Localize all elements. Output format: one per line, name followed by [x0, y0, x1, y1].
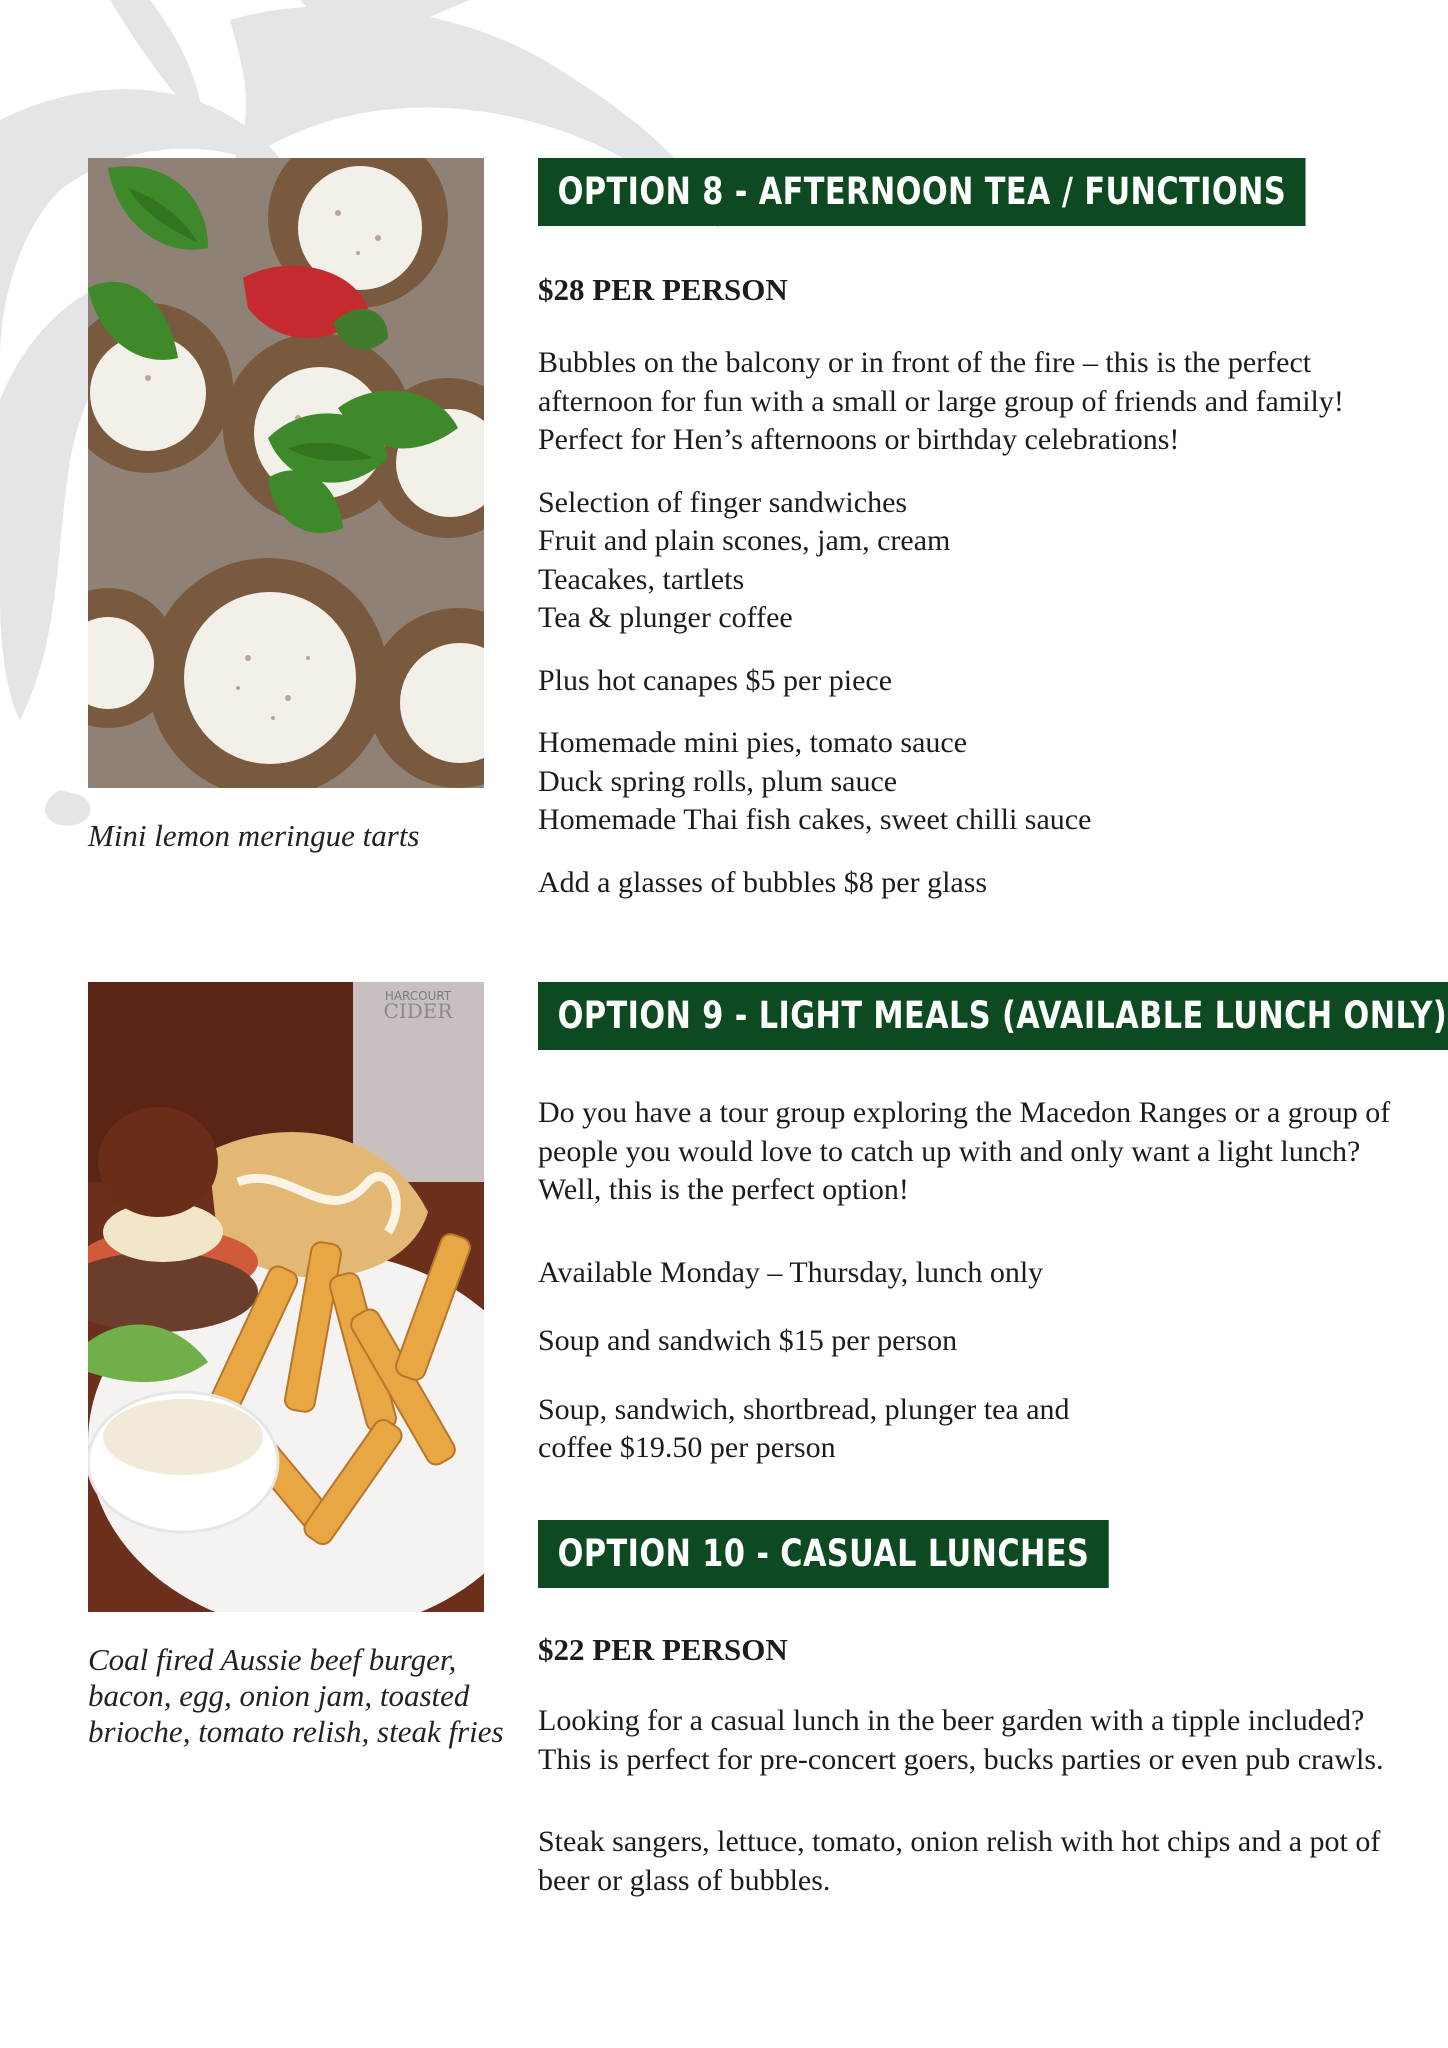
- section-option-9: [538, 982, 1448, 1468]
- option-10-price: $22 PER PERSON: [538, 1632, 788, 1667]
- option-8-canapes-note: Plus hot canapes $5 per piece: [538, 663, 893, 697]
- menu-item: Tea & plunger coffee: [538, 601, 793, 634]
- option-9-heading: OPTION 9 - LIGHT MEALS (AVAILABLE LUNCH ONLY): [538, 982, 1448, 1050]
- option-10-intro: Looking for a casual lunch in the beer garden with a tipple included? This is perfect for pre-concert goers, bucks parties or even pub crawls.: [538, 1704, 1384, 1776]
- photo-beef-burger: [88, 982, 484, 1612]
- caption-line: bacon, egg, onion jam, toasted: [88, 1678, 470, 1713]
- option-9-offer-soup-sandwich: Soup and sandwich $15 per person: [538, 1324, 958, 1357]
- canape-item: Duck spring rolls, plum sauce: [538, 764, 898, 798]
- menu-item: Fruit and plain scones, jam, cream: [538, 524, 951, 557]
- menu-item: Selection of finger sandwiches: [538, 485, 908, 519]
- option-8-intro: Bubbles on the balcony or in front of the fire – this is the perfect afternoon for fun with a small or large group of friends and family! Perfect for Hen’s afternoons or birthday celebrations!: [538, 346, 1344, 456]
- photo-caption-tarts: Mini lemon meringue tarts: [88, 818, 420, 853]
- section-option-8: [538, 158, 1398, 902]
- option-10-details: Steak sangers, lettuce, tomato, onion relish with hot chips and a pot of beer or glass of bubbles.: [538, 1825, 1381, 1897]
- menu-item: Teacakes, tartlets: [538, 562, 745, 596]
- option-8-menu-list: [538, 484, 1398, 638]
- section-option-10: [538, 1520, 1398, 1900]
- caption-line: Coal fired Aussie beef burger,: [88, 1642, 457, 1677]
- option-8-bubbles-note: Add a glasses of bubbles $8 per glass: [538, 865, 988, 899]
- canape-item: Homemade Thai fish cakes, sweet chilli sauce: [538, 803, 1092, 836]
- photo-caption-burger: [88, 1642, 508, 1750]
- option-8-heading: OPTION 8 - AFTERNOON TEA / FUNCTIONS: [538, 158, 1306, 226]
- caption-line: brioche, tomato relish, steak fries: [88, 1714, 504, 1749]
- option-9-availability: Available Monday – Thursday, lunch only: [538, 1255, 1044, 1289]
- offer-line: coffee $19.50 per person: [538, 1431, 836, 1464]
- option-10-heading: OPTION 10 - CASUAL LUNCHES: [538, 1520, 1109, 1588]
- offer-line: Soup, sandwich, shortbread, plunger tea and: [538, 1392, 1070, 1426]
- option-8-canapes-list: [538, 724, 1398, 840]
- cider-label-top: HARCOURT: [384, 989, 452, 1003]
- cider-label: CIDER: [383, 999, 453, 1023]
- canape-item: Homemade mini pies, tomato sauce: [538, 726, 968, 759]
- photo-lemon-meringue-tarts: [88, 158, 484, 788]
- option-8-price: $28 PER PERSON: [538, 272, 788, 307]
- option-9-offer-full: [538, 1391, 1398, 1468]
- option-9-intro: Do you have a tour group exploring the Macedon Ranges or a group of people you would love to catch up with and only want a light lunch? Well, this is the perfect option!: [538, 1096, 1391, 1206]
